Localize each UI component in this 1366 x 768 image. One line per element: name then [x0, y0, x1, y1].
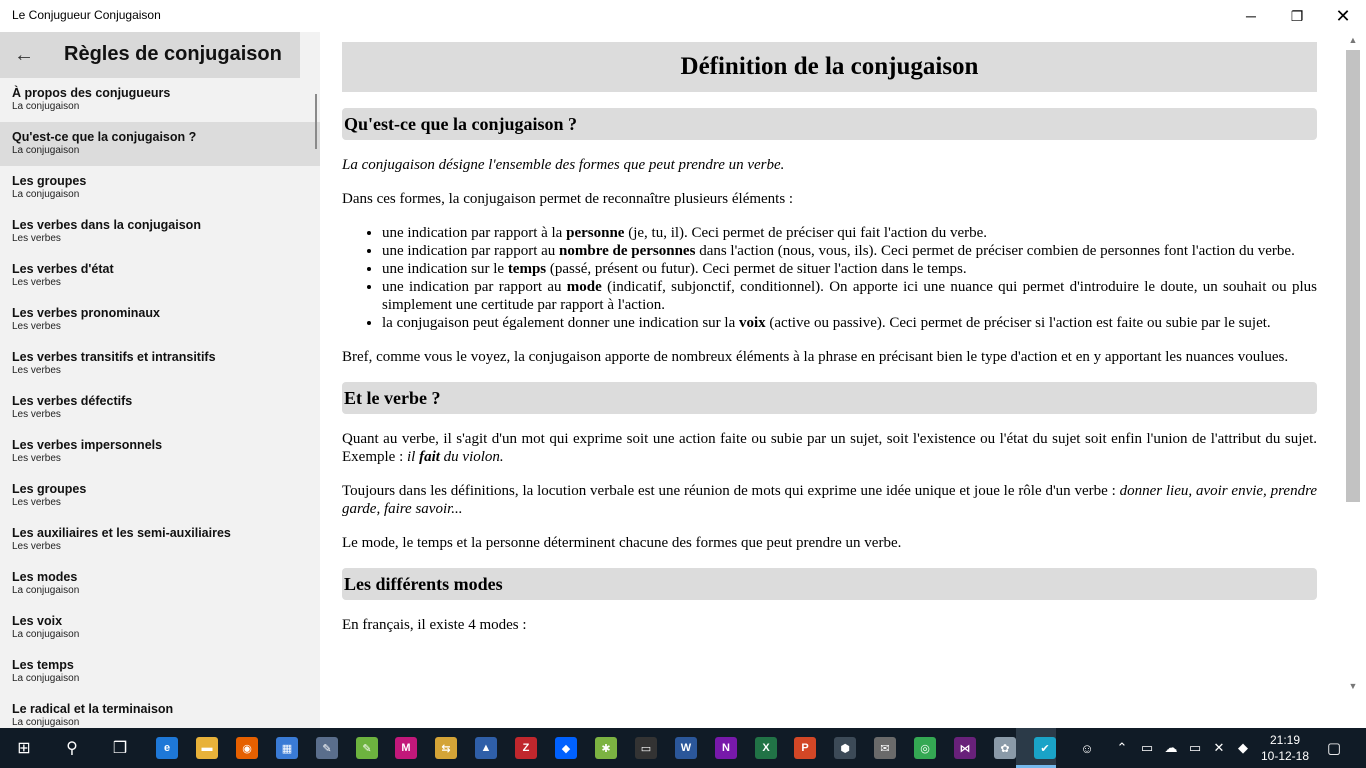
sidebar-list	[0, 78, 320, 728]
example-bold: fait	[419, 449, 440, 465]
chevron-up-icon[interactable]: ⌃	[1116, 740, 1128, 755]
sidebar-item-title: Les verbes d'état	[12, 262, 114, 276]
sidebar-item-title: Le radical et la terminaison	[12, 702, 174, 716]
paint-icon[interactable]: ✿	[994, 737, 1016, 759]
sidebar-item-title: Les auxiliaires et les semi-auxiliaires	[12, 526, 231, 540]
powerpoint-icon[interactable]: P	[794, 737, 816, 759]
notification-icon[interactable]: ▢	[1326, 740, 1342, 757]
sidebar-item[interactable]	[0, 254, 320, 298]
onenote-icon[interactable]: N	[715, 737, 737, 759]
sidebar-item[interactable]	[0, 386, 320, 430]
taskbar	[0, 728, 1366, 768]
content-scrollbar[interactable]	[1344, 32, 1362, 694]
sidebar-item-subtitle: Les verbes	[12, 409, 61, 420]
elements-list	[342, 224, 1317, 332]
sidebar-item-title: Les modes	[12, 570, 78, 584]
verb-paragraph-text: Quant au verbe, il s'agit d'un mot qui exprime soit une action faite ou subie par un sujet, soit l'existence ou l'état du sujet soit enfin l'union de l'attribut du sujet. Exemple :	[342, 431, 1317, 465]
sidebar-item-title: Les temps	[12, 658, 74, 672]
people-icon[interactable]: ☺	[1080, 740, 1094, 756]
list-item-text: dans l'action (nous, vous, ils). Ceci permet de préciser combien de personnes font l'action du verbe.	[695, 243, 1295, 259]
list-item-text: (je, tu, il). Ceci permet de préciser qui fait l'action du verbe.	[624, 225, 988, 241]
close-button[interactable]	[1320, 0, 1366, 32]
list-item-bold: nombre de personnes	[559, 243, 696, 259]
article-body	[342, 42, 1317, 634]
firefox-icon[interactable]: ◉	[236, 737, 258, 759]
sidebar-item[interactable]	[0, 606, 320, 650]
close-icon: ✕	[1335, 5, 1351, 26]
sidebar-item-subtitle: Les verbes	[12, 541, 61, 552]
list-item-bold: personne	[566, 225, 625, 241]
list-item-text: la conjugaison peut également donner une indication sur la	[382, 315, 739, 331]
sidebar-item[interactable]	[0, 650, 320, 694]
mode-paragraph: Le mode, le temps et la personne déterminent chacune des formes que peut prendre un verbe.	[342, 535, 902, 551]
sidebar-item[interactable]	[0, 342, 320, 386]
locution-examples: donner lieu, avoir envie, prendre garde, faire savoir...	[342, 483, 1318, 517]
sidebar-item-title: Les groupes	[12, 482, 87, 496]
list-item-text: une indication par rapport à la	[382, 225, 567, 241]
locution-paragraph-text: Toujours dans les définitions, la locution verbale est une réunion de mots qui exprime une idée unique et joue le rôle d'un verbe :	[342, 483, 1120, 499]
android-icon[interactable]: ✱	[595, 737, 617, 759]
conjugueur-icon[interactable]: ✔	[1034, 737, 1056, 759]
sidebar-scroll-indicator[interactable]	[315, 94, 317, 149]
section-heading: Et le verbe ?	[342, 382, 1317, 414]
section-heading: Les différents modes	[342, 568, 1317, 600]
sidebar-title: Règles de conjugaison	[64, 43, 282, 65]
file-transfer-icon[interactable]: ⇆	[435, 737, 457, 759]
task-view-button[interactable]	[100, 728, 140, 768]
dropbox-icon[interactable]: ◆	[555, 737, 577, 759]
restore-button[interactable]	[1274, 0, 1320, 32]
back-arrow-icon: ←	[14, 43, 34, 66]
sidebar-item[interactable]	[0, 78, 320, 122]
list-item-text: (indicatif, subjonctif, conditionnel). On apporte ici une nuance qui permet d'introduire le doute, un souhait ou plus simplement une certitude par rapport à l'action.	[382, 279, 1317, 313]
sidebar-item-subtitle: Les verbes	[12, 277, 61, 288]
sidebar-item[interactable]	[0, 166, 320, 210]
list-item-text: une indication sur le	[382, 261, 508, 277]
app-m-icon[interactable]: M	[395, 737, 417, 759]
sidebar-item-subtitle: La conjugaison	[12, 585, 80, 596]
edge-icon[interactable]: e	[156, 737, 178, 759]
chrome-icon[interactable]: ◎	[914, 737, 936, 759]
list-item-text: une indication par rapport au	[382, 243, 560, 259]
onedrive-cloud-icon[interactable]: ☁	[1164, 740, 1178, 755]
sidebar-item-title: Les verbes impersonnels	[12, 438, 163, 452]
list-item	[382, 242, 1317, 260]
sidebar-item-subtitle: Les verbes	[12, 497, 61, 508]
locution-paragraph	[342, 482, 1317, 518]
sidebar-item-subtitle: La conjugaison	[12, 145, 80, 156]
filezilla-icon[interactable]: Z	[515, 737, 537, 759]
scroll-up-icon[interactable]: ▲	[1348, 35, 1358, 45]
excel-icon[interactable]: X	[755, 737, 777, 759]
clock[interactable]	[1256, 732, 1314, 764]
store-icon[interactable]: ▦	[276, 737, 298, 759]
task-view-icon: ❒	[112, 740, 128, 757]
sidebar-item-subtitle: Les verbes	[12, 233, 61, 244]
sidebar-item-title: Les verbes pronominaux	[12, 306, 160, 320]
sidebar-item-title: Les groupes	[12, 174, 87, 188]
network-icon[interactable]: ▭	[1188, 740, 1202, 755]
minimize-icon: ─	[1246, 8, 1256, 24]
sidebar-item[interactable]	[0, 562, 320, 606]
sidebar-item-subtitle: Les verbes	[12, 365, 61, 376]
scroll-thumb[interactable]	[1346, 50, 1360, 502]
terminal-icon[interactable]: ▭	[635, 737, 657, 759]
sidebar-item[interactable]	[0, 210, 320, 254]
sidebar-item-subtitle: Les verbes	[12, 453, 61, 464]
start-button[interactable]	[4, 728, 44, 768]
sidebar-item[interactable]	[0, 430, 320, 474]
sidebar-item-title: Qu'est-ce que la conjugaison ?	[12, 130, 197, 144]
sidebar-item-subtitle: La conjugaison	[12, 189, 80, 200]
clock-date: 10-12-18	[1260, 749, 1310, 763]
lead-paragraph: Dans ces formes, la conjugaison permet de reconnaître plusieurs éléments :	[342, 191, 794, 207]
modes-paragraph: En français, il existe 4 modes :	[342, 617, 527, 633]
sidebar-item-title: À propos des conjugueurs	[12, 86, 171, 100]
search-button[interactable]	[52, 728, 92, 768]
app-title: Le Conjugueur Conjugaison	[12, 8, 161, 22]
minimize-button[interactable]	[1228, 0, 1274, 32]
sidebar-item[interactable]	[0, 298, 320, 342]
example-text	[407, 449, 504, 465]
list-item-bold: temps	[507, 261, 547, 277]
list-item-text: (active ou passive). Ceci permet de préciser si l'action est faite ou subie par le sujet.	[765, 315, 1271, 331]
intro-italic-text: La conjugaison désigne l'ensemble des formes que peut prendre un verbe.	[342, 157, 785, 173]
example-post: du violon.	[439, 449, 504, 465]
vpn-icon[interactable]: ⬢	[834, 737, 856, 759]
dropbox-tray-icon[interactable]: ◆	[1238, 740, 1248, 755]
sidebar-header	[0, 32, 300, 78]
sidebar-item-subtitle: La conjugaison	[12, 101, 80, 112]
list-item-text: une indication par rapport au	[382, 279, 567, 295]
search-icon: ⚲	[66, 740, 78, 757]
sidebar-item-subtitle: La conjugaison	[12, 673, 80, 684]
list-item-text: (passé, présent ou futur). Ceci permet de situer l'action dans le temps.	[546, 261, 967, 277]
battery-icon[interactable]: ▭	[1140, 740, 1154, 755]
clock-time: 21:19	[1269, 733, 1301, 747]
list-item	[382, 224, 1317, 242]
list-item-bold: voix	[738, 315, 766, 331]
section-heading: Qu'est-ce que la conjugaison ?	[342, 108, 1317, 140]
sidebar-item-title: Les voix	[12, 614, 63, 628]
sidebar-item-selected[interactable]	[0, 122, 320, 166]
sidebar-item[interactable]	[0, 694, 320, 728]
file-explorer-icon[interactable]: ▬	[196, 737, 218, 759]
scroll-down-icon[interactable]: ▼	[1348, 681, 1358, 691]
title-bar	[0, 0, 1366, 32]
conclusion-paragraph: Bref, comme vous le voyez, la conjugaison apporte de nombreux éléments à la phrase en précisant bien le type d'action et en y apportant les nuances voulues.	[342, 349, 1289, 365]
sidebar	[0, 32, 320, 728]
verb-paragraph	[342, 430, 1317, 466]
sidebar-item-title: Les verbes transitifs et intransitifs	[12, 350, 216, 364]
sidebar-item-subtitle: Les verbes	[12, 321, 61, 332]
sidebar-item-title: Les verbes dans la conjugaison	[12, 218, 201, 232]
list-item	[382, 278, 1317, 314]
example-pre: il	[406, 449, 420, 465]
sidebar-item-subtitle: La conjugaison	[12, 629, 80, 640]
list-item-bold: mode	[566, 279, 602, 295]
visual-studio-icon[interactable]: ⋈	[954, 737, 976, 759]
restore-icon: ❐	[1290, 7, 1304, 24]
mail-icon[interactable]: ✉	[874, 737, 896, 759]
volume-muted-icon[interactable]: ✕	[1213, 740, 1225, 755]
page-title: Définition de la conjugaison	[342, 42, 1317, 92]
list-item	[382, 260, 1317, 278]
intro-paragraph	[342, 156, 1317, 174]
sidebar-item-title: Les verbes défectifs	[12, 394, 133, 408]
word-icon[interactable]: W	[675, 737, 697, 759]
back-button[interactable]	[8, 40, 40, 70]
article-content	[320, 32, 1366, 694]
nav-app-icon[interactable]: ▲	[475, 737, 497, 759]
windows-logo-icon: ⊞	[17, 740, 31, 757]
notepad-plus-icon[interactable]: ✎	[356, 737, 378, 759]
sidebar-item-subtitle: La conjugaison	[12, 717, 80, 728]
sidebar-item[interactable]	[0, 474, 320, 518]
sidebar-item[interactable]	[0, 518, 320, 562]
photo-editor-icon[interactable]: ✎	[316, 737, 338, 759]
list-item	[382, 314, 1317, 332]
